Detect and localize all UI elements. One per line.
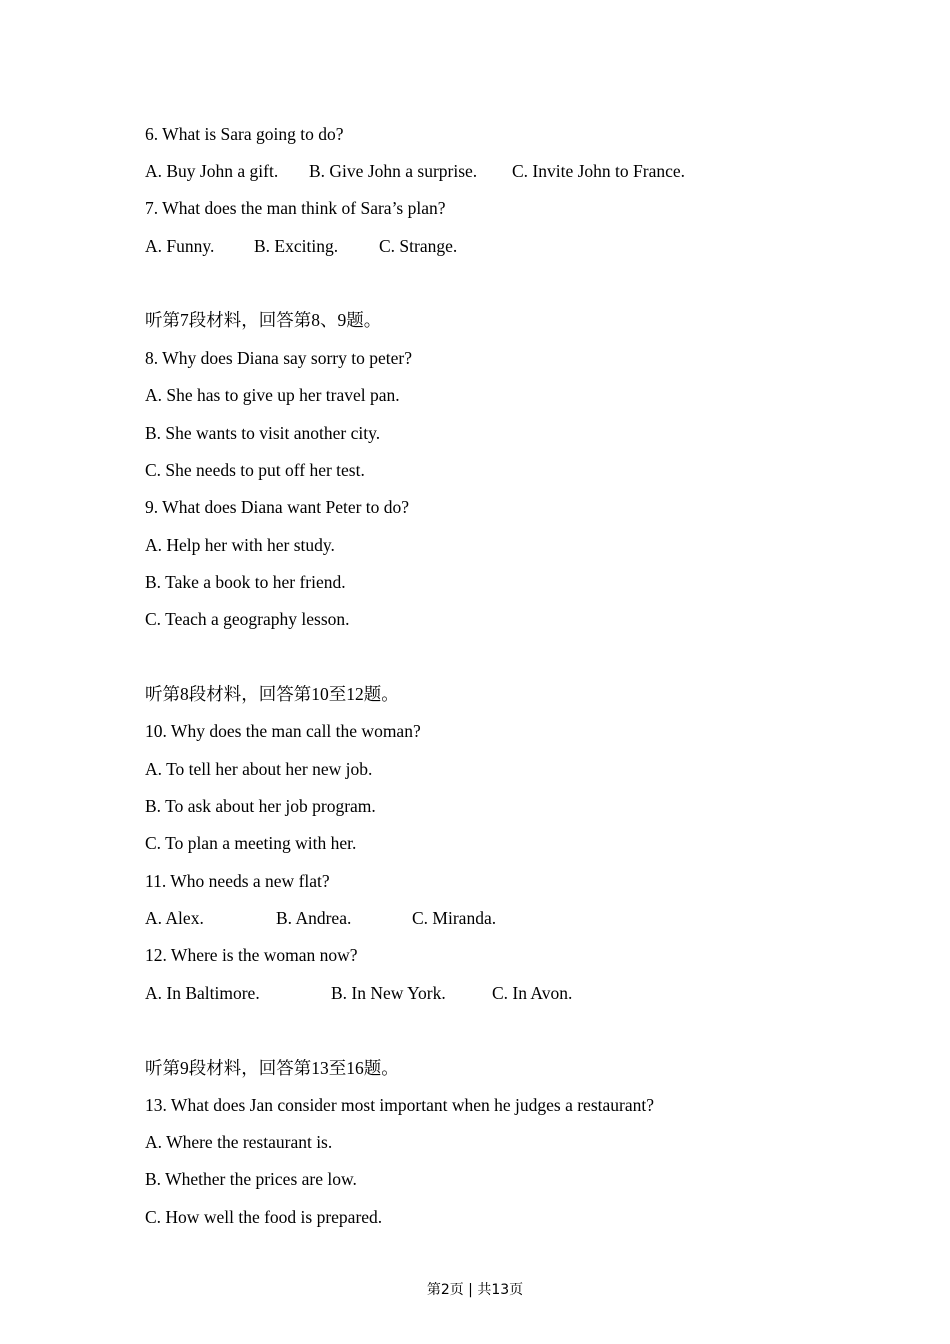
question-8-option-a: A. She has to give up her travel pan. [145,385,400,405]
option-c: C. Invite John to France. [512,161,686,181]
question-6: 6. What is Sara going to do? [145,124,344,144]
question-10-option-c: C. To plan a meeting with her. [145,833,357,853]
question-9-option-b: B. Take a book to her friend. [145,572,346,592]
question-8-option-b: B. She wants to visit another city. [145,423,381,443]
question-11-options [145,907,496,929]
option-a: A. In Baltimore. [145,983,260,1003]
question-13-option-b: B. Whether the prices are low. [145,1169,357,1189]
option-b: B. Exciting. [254,236,339,256]
option-a: A. Alex. [145,908,204,928]
option-c: C. Strange. [379,236,458,256]
question-7-options [145,235,457,257]
question-8-option-c: C. She needs to put off her test. [145,460,365,480]
question-13: 13. What does Jan consider most important when he judges a restaurant? [145,1095,654,1115]
option-b: B. In New York. [331,983,446,1003]
question-10-option-a: A. To tell her about her new job. [145,759,373,779]
section-heading-8: 听第8段材料，回答第10至12题。 [145,684,399,704]
option-b: B. Give John a surprise. [309,161,478,181]
question-9: 9. What does Diana want Peter to do? [145,497,410,517]
question-10: 10. Why does the man call the woman? [145,721,421,741]
question-9-option-a: A. Help her with her study. [145,535,335,555]
question-13-option-c: C. How well the food is prepared. [145,1207,383,1227]
option-c: C. Miranda. [412,908,497,928]
option-a: A. Funny. [145,236,215,256]
page-footer: 第2页 | 共13页 [426,1282,524,1298]
option-c: C. In Avon. [492,983,573,1003]
question-9-option-c: C. Teach a geography lesson. [145,609,350,629]
question-12-options [145,982,572,1004]
question-8: 8. Why does Diana say sorry to peter? [145,348,412,368]
question-10-option-b: B. To ask about her job program. [145,796,376,816]
question-12: 12. Where is the woman now? [145,945,358,965]
question-11: 11. Who needs a new flat? [145,871,330,891]
option-a: A. Buy John a gift. [145,161,279,181]
question-13-option-a: A. Where the restaurant is. [145,1132,333,1152]
section-heading-9: 听第9段材料，回答第13至16题。 [145,1058,399,1078]
question-7: 7. What does the man think of Sara’s plan? [145,198,446,218]
section-heading-7: 听第7段材料，回答第8、9题。 [145,310,382,330]
question-6-options [145,160,685,182]
option-b: B. Andrea. [276,908,352,928]
